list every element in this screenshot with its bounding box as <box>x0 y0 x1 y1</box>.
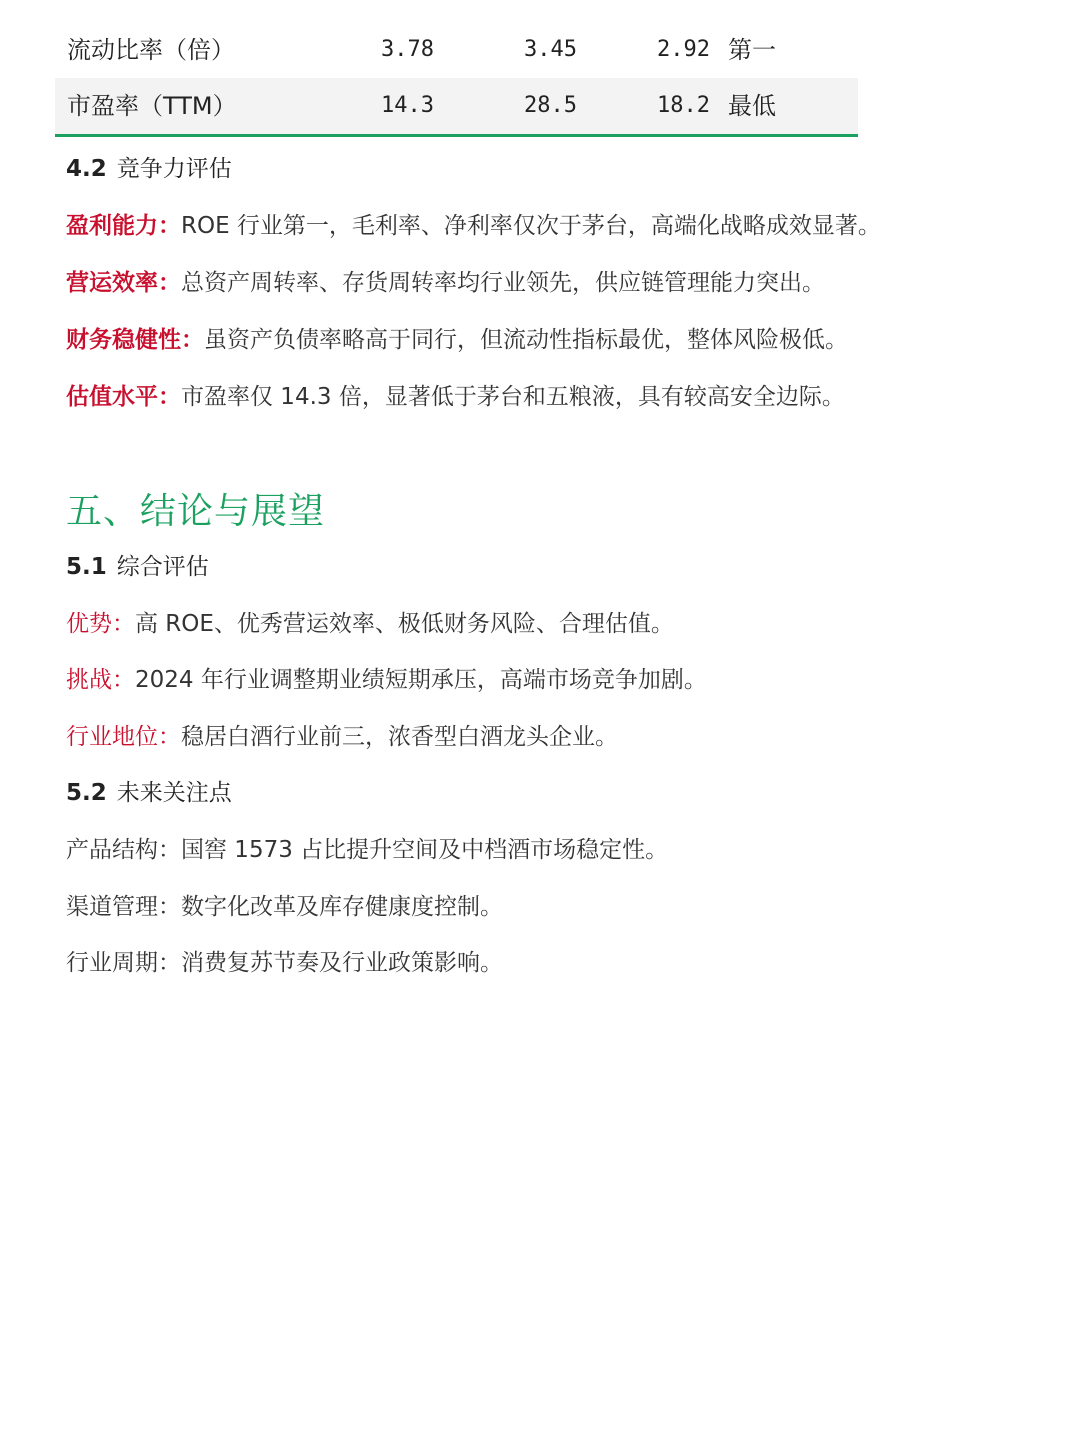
paragraph-text: 消费复苏节奏及行业政策影响。 <box>181 950 503 976</box>
table-cell-value: 28.5 <box>524 93 577 118</box>
section-title: 五、结论与展望 <box>66 491 326 532</box>
subsection-number: 5.2 <box>66 780 107 806</box>
subsection-heading-4-2 <box>66 150 232 183</box>
paragraph-label: 优势： <box>66 611 135 637</box>
paragraph-label: 估值水平： <box>66 384 181 410</box>
paragraph-text: ROE 行业第一，毛利率、净利率仅次于茅台，高端化战略成效显著。 <box>181 213 881 239</box>
paragraph-valuation <box>66 378 845 411</box>
table-row <box>55 22 858 78</box>
paragraph-channel-management <box>66 888 503 921</box>
table-cell-value: 2.92 <box>657 37 710 62</box>
table-cell-metric: 流动比率（倍） <box>67 36 235 64</box>
subsection-number: 5.1 <box>66 554 107 580</box>
paragraph-label: 产品结构： <box>66 837 181 863</box>
paragraph-text: 总资产周转率、存货周转率均行业领先，供应链管理能力突出。 <box>181 270 825 296</box>
paragraph-text: 市盈率仅 14.3 倍，显著低于茅台和五粮液，具有较高安全边际。 <box>181 384 845 410</box>
paragraph-industry-cycle <box>66 944 503 977</box>
paragraph-label: 财务稳健性： <box>66 327 204 353</box>
subsection-title: 未来关注点 <box>116 780 232 806</box>
paragraph-industry-position <box>66 718 618 751</box>
paragraph-text: 2024 年行业调整期业绩短期承压，高端市场竞争加剧。 <box>135 667 707 693</box>
paragraph-efficiency <box>66 264 825 297</box>
paragraph-profitability <box>66 207 881 240</box>
paragraph-label: 盈利能力： <box>66 213 181 239</box>
table-cell-rank: 第一 <box>728 36 776 64</box>
paragraph-text: 虽资产负债率略高于同行，但流动性指标最优，整体风险极低。 <box>204 327 848 353</box>
comparison-table <box>55 22 858 137</box>
paragraph-text: 高 ROE、优秀营运效率、极低财务风险、合理估值。 <box>135 611 674 637</box>
paragraph-text: 国窖 1573 占比提升空间及中档酒市场稳定性。 <box>181 837 669 863</box>
paragraph-label: 行业周期： <box>66 950 181 976</box>
table-cell-value: 3.78 <box>381 37 434 62</box>
subsection-heading-5-1 <box>66 548 209 581</box>
paragraph-text: 稳居白酒行业前三，浓香型白酒龙头企业。 <box>181 724 618 750</box>
paragraph-advantages <box>66 605 674 638</box>
paragraph-stability <box>66 321 848 354</box>
subsection-title: 综合评估 <box>116 554 209 580</box>
subsection-heading-5-2 <box>66 774 232 807</box>
paragraph-challenges <box>66 661 707 694</box>
paragraph-label: 渠道管理： <box>66 894 181 920</box>
paragraph-label: 营运效率： <box>66 270 181 296</box>
table-cell-rank: 最低 <box>728 92 776 120</box>
table-row <box>55 78 858 134</box>
table-cell-value: 14.3 <box>381 93 434 118</box>
paragraph-product-structure <box>66 831 668 864</box>
paragraph-label: 挑战： <box>66 667 135 693</box>
subsection-title: 竞争力评估 <box>116 156 232 182</box>
paragraph-label: 行业地位： <box>66 724 181 750</box>
table-cell-value: 18.2 <box>657 93 710 118</box>
paragraph-text: 数字化改革及库存健康度控制。 <box>181 894 503 920</box>
table-cell-value: 3.45 <box>524 37 577 62</box>
subsection-number: 4.2 <box>66 156 107 182</box>
table-cell-metric: 市盈率（TTM） <box>67 92 237 120</box>
